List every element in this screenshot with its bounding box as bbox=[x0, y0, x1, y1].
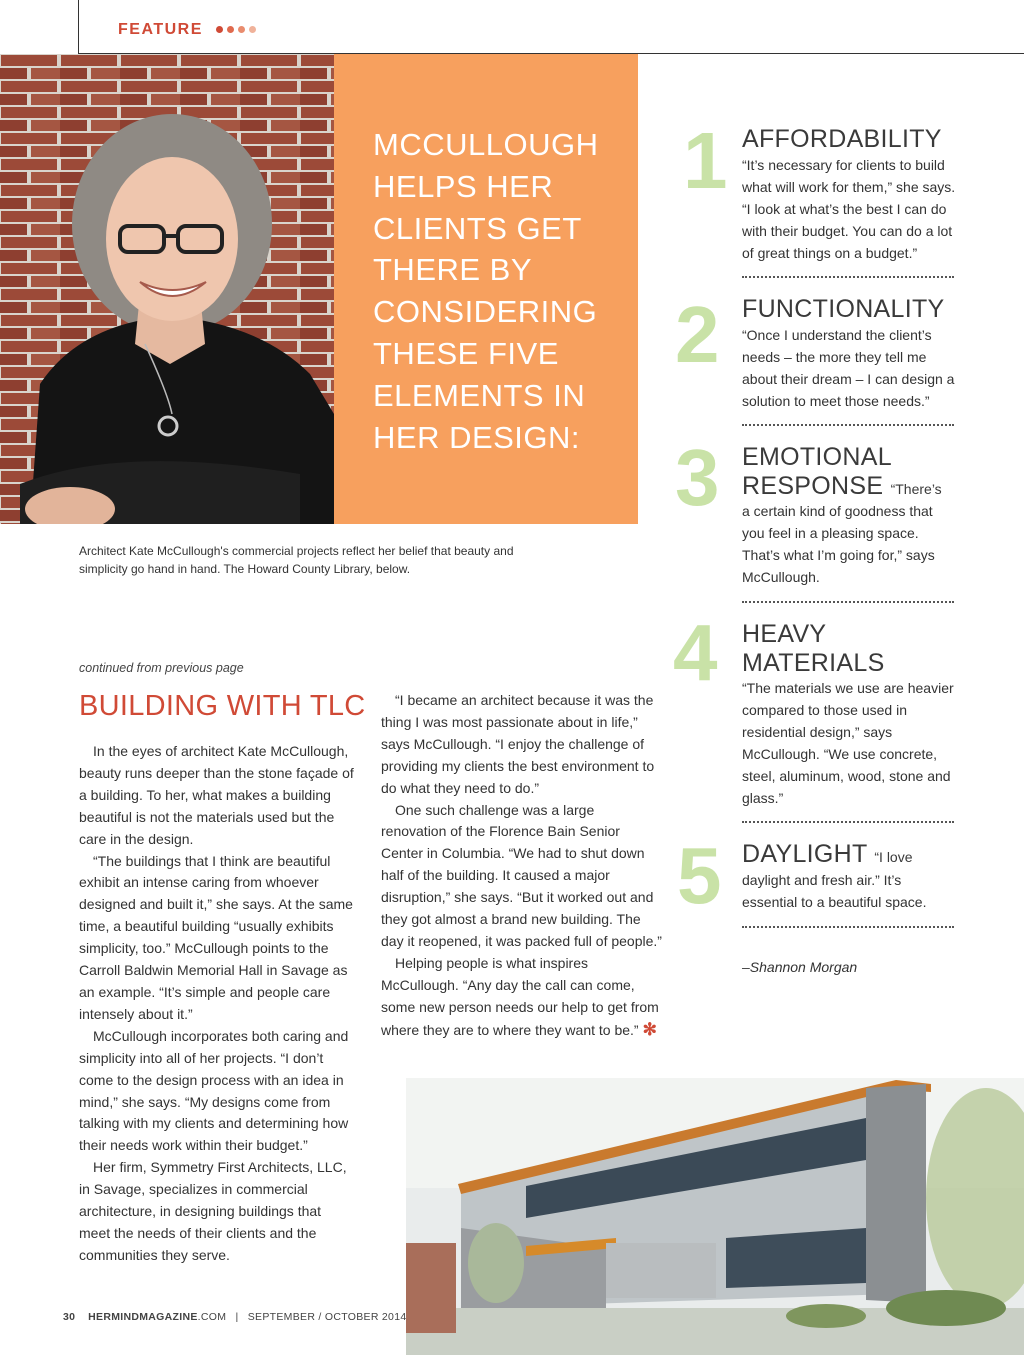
dot-icon bbox=[249, 26, 256, 33]
magazine-suffix: .COM bbox=[197, 1311, 227, 1323]
footer-separator: | bbox=[235, 1311, 239, 1323]
element-body-functionality: “Once I understand the client’s needs – the more they tell me about their dream – I can design a solution to meet those needs.” bbox=[742, 327, 955, 409]
section-label bbox=[118, 21, 256, 39]
building-photo bbox=[406, 1078, 1024, 1355]
element-title-heavy-materials bbox=[742, 620, 885, 678]
element-number-3: 3 bbox=[675, 433, 720, 522]
element-number-5: 5 bbox=[677, 831, 722, 920]
dot-icon bbox=[216, 26, 223, 33]
dot-icon bbox=[238, 26, 245, 33]
dot-icon bbox=[227, 26, 234, 33]
element-number-4: 4 bbox=[673, 608, 718, 697]
section-label-text: FEATURE bbox=[118, 21, 203, 38]
element-divider bbox=[742, 926, 954, 928]
article-title: BUILDING WITH TLC bbox=[79, 690, 366, 722]
element-divider bbox=[742, 821, 954, 823]
article-column-2 bbox=[381, 690, 663, 1042]
paragraph: “The buildings that I think are beautiful exhibit an intense caring from whoever designed and built it,” she says. At the same time, a beautiful building “usually exhibits simplicity, too.” McCullough points to the Carroll Baldwin Memorial Hall in Savage as an example. “It’s simple and people care intensely about it.” bbox=[79, 852, 353, 1022]
element-body-affordability: “It’s necessary for clients to build what will work for them,” she says. “I look at what’s the best I can do with their budget. You can do a lot of great things on a budget.” bbox=[742, 157, 956, 261]
element-title-emotional-response bbox=[742, 443, 942, 504]
element-divider bbox=[742, 424, 954, 426]
element-title-functionality: FUNCTIONALITY bbox=[742, 295, 945, 323]
portrait-photo bbox=[0, 54, 334, 524]
element-body-emotional-response: a certain kind of goodness that you feel in a pleasing space. That’s what I’m going for,” says McCullough. bbox=[742, 503, 935, 585]
element-title-daylight bbox=[742, 840, 913, 872]
article-column-1 bbox=[79, 741, 354, 1267]
paragraph: In the eyes of architect Kate McCullough, beauty runs deeper than the stone façade of a building. To her, what makes a building beautiful is not the materials used but the care in the design. bbox=[79, 743, 354, 847]
magazine-name: HERMINDMAGAZINE bbox=[88, 1311, 198, 1323]
title-line: EMOTIONAL bbox=[742, 443, 892, 471]
inline-quote-start: “I love bbox=[874, 849, 913, 865]
issue-date: SEPTEMBER / OCTOBER 2014 bbox=[247, 1311, 407, 1323]
page-footer bbox=[63, 1311, 406, 1323]
paragraph: One such challenge was a large renovation of the Florence Bain Senior Center in Columbia. “We had to shut down half of the building. It caused a major disruption,” she says. “But it worked out and they got almost a brand new building. The day it reopened, it was packed full of people.” bbox=[381, 801, 662, 949]
element-number-2: 2 bbox=[675, 290, 720, 379]
element-title-affordability: AFFORDABILITY bbox=[742, 125, 942, 153]
title-line: HEAVY bbox=[742, 620, 827, 648]
paragraph-final bbox=[381, 953, 663, 1042]
title-line: RESPONSE bbox=[742, 472, 884, 500]
byline: –Shannon Morgan bbox=[742, 959, 858, 975]
paragraph: Her firm, Symmetry First Architects, LLC, in Savage, specializes in commercial architecture, in designing buildings that meet the needs of their clients and the communities they serve. bbox=[79, 1159, 347, 1263]
inline-quote-start: “There’s bbox=[890, 481, 942, 497]
element-number-1: 1 bbox=[683, 116, 728, 205]
element-divider bbox=[742, 276, 954, 278]
continued-note: continued from previous page bbox=[79, 661, 244, 675]
page-number: 30 bbox=[63, 1311, 76, 1323]
element-divider bbox=[742, 601, 954, 603]
paragraph: McCullough incorporates both caring and simplicity into all of her projects. “I don’t come to the design process with an idea in mind,” she says. “My designs come from talking with my clients and determining how their needs work within their budget.” bbox=[79, 1027, 349, 1154]
photo-caption: Architect Kate McCullough's commercial projects reflect her belief that beauty and simplicity go hand in hand. The Howard County Library, below. bbox=[79, 544, 514, 576]
paragraph: “I became an architect because it was the thing I was most passionate about in life,” says McCullough. “I enjoy the challenge of providing my clients the best environment to do what they need to do.” bbox=[381, 692, 655, 796]
pull-headline: MCCULLOUGH HELPS HER CLIENTS GET THERE BY CONSIDERING THESE FIVE ELEMENTS IN HER DESIGN: bbox=[373, 127, 599, 455]
title-line: MATERIALS bbox=[742, 649, 885, 677]
element-body-heavy-materials: “The materials we use are heavier compared to those used in residential design,” says McCullough. “We use concrete, steel, aluminum, wood, stone and glass.” bbox=[742, 680, 954, 806]
paragraph-text: Helping people is what inspires McCullough. “Any day the call can come, some new person needs our help to get from where they are to where they want to be.” bbox=[381, 954, 659, 1038]
header-vertical-rule bbox=[78, 0, 79, 54]
title-text: DAYLIGHT bbox=[742, 840, 868, 868]
end-mark-icon: ✻ bbox=[642, 1019, 657, 1039]
element-body-daylight: daylight and fresh air.” It’s essential to a beautiful space. bbox=[742, 872, 927, 910]
